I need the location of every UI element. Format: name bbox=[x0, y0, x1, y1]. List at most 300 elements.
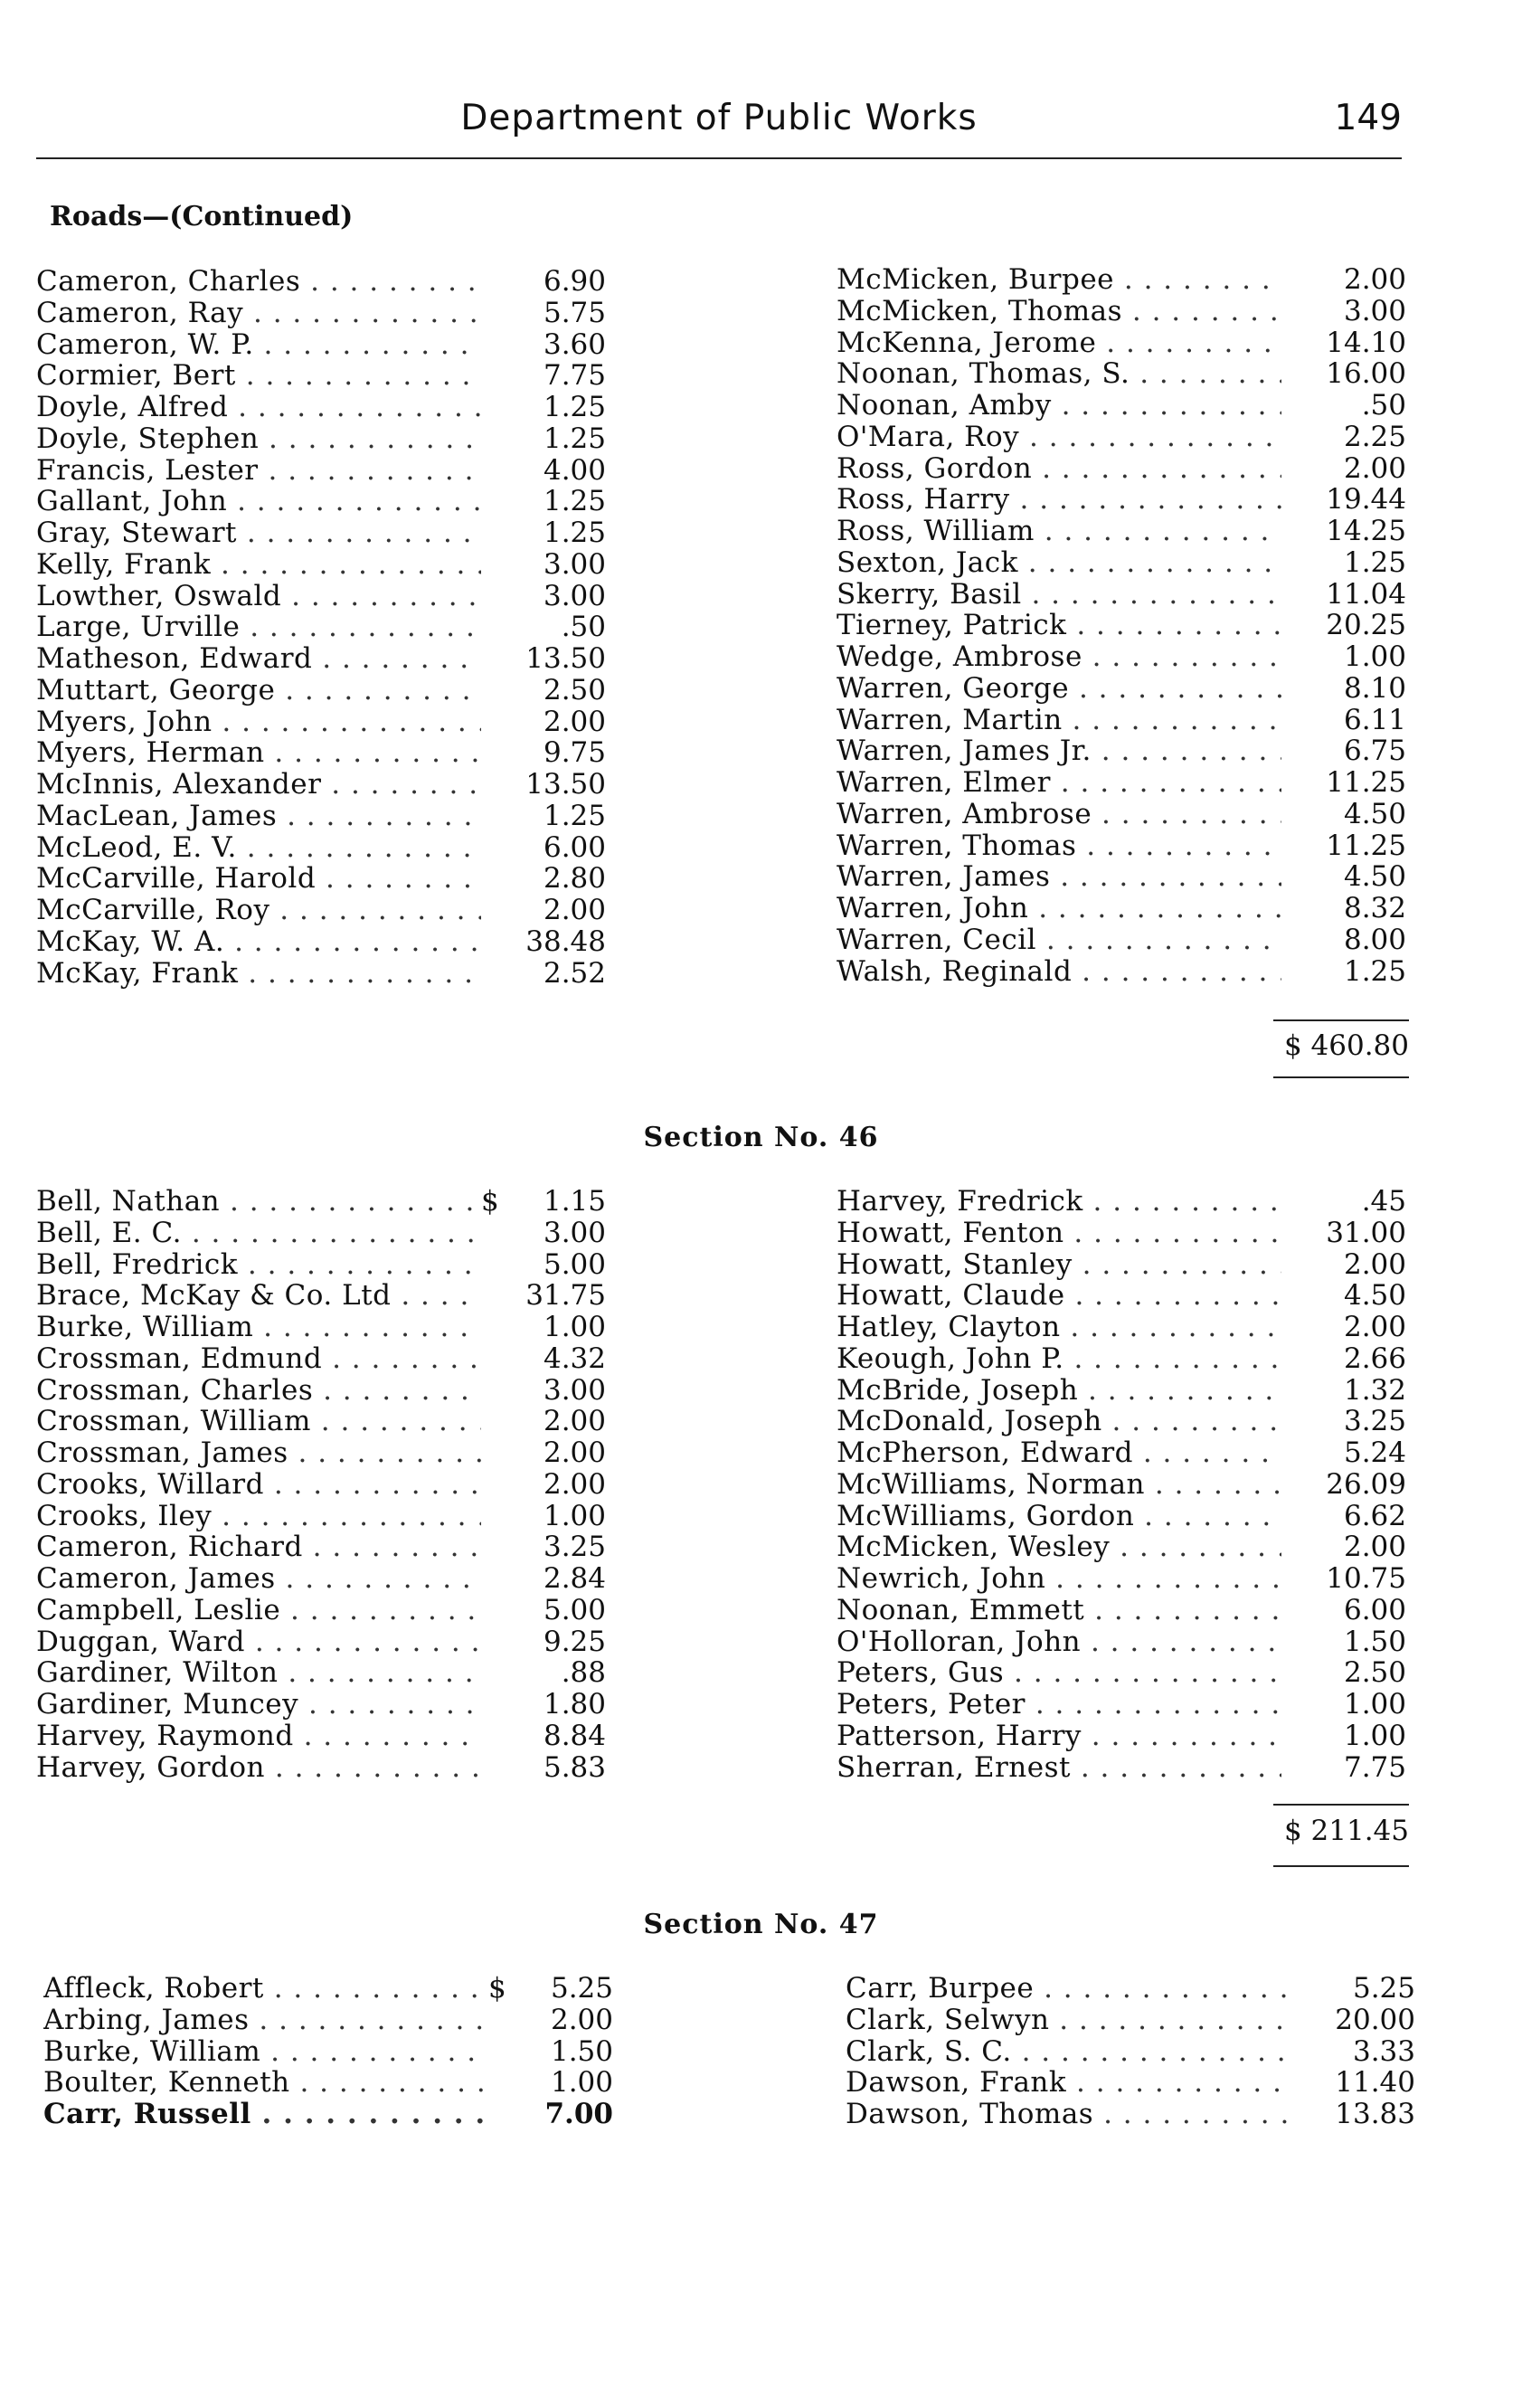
payment-amount: 11.25 bbox=[1326, 766, 1406, 799]
payee-name: McWilliams, Norman . . . bbox=[837, 1469, 1281, 1501]
table-row bbox=[43, 2099, 622, 2130]
payee-name: Francis, Lester . . . bbox=[36, 455, 481, 487]
payee-name: Dawson, Frank . . . bbox=[846, 2067, 1290, 2099]
table-row bbox=[36, 392, 615, 423]
payee-name: Noonan, Emmett . . . bbox=[837, 1595, 1281, 1626]
table-row bbox=[837, 484, 1415, 516]
payment-amount: 4.32 bbox=[543, 1341, 606, 1375]
payee-name: McKenna, Jerome . . . bbox=[837, 327, 1281, 359]
payment-amount: 1.00 bbox=[1343, 1688, 1406, 1721]
payee-name: Crossman, Edmund . . . bbox=[36, 1343, 481, 1375]
payee-name: McCarville, Roy . . . bbox=[36, 895, 481, 926]
table-row bbox=[36, 1437, 615, 1469]
table-row bbox=[36, 863, 615, 895]
table-row bbox=[36, 266, 615, 298]
table-row bbox=[36, 517, 615, 549]
payment-amount: 11.25 bbox=[1326, 829, 1406, 862]
table-row bbox=[837, 1689, 1415, 1721]
table-row bbox=[36, 549, 615, 581]
section-46-right-column bbox=[837, 1186, 1415, 1783]
payment-amount: 19.44 bbox=[1326, 483, 1406, 517]
payment-amount: .50 bbox=[561, 611, 606, 644]
payment-amount: 1.00 bbox=[1343, 1719, 1406, 1752]
payee-name: Gardiner, Muncey . . . bbox=[36, 1689, 481, 1721]
payment-amount: 2.25 bbox=[1343, 420, 1406, 453]
payment-amount: 2.00 bbox=[550, 2003, 613, 2036]
table-row bbox=[36, 423, 615, 455]
payee-name: Keough, John P. . . . bbox=[837, 1343, 1281, 1375]
payee-name: Ross, Harry . . . bbox=[837, 484, 1281, 516]
payee-name: Cameron, W. P. . . . bbox=[36, 329, 481, 361]
payment-amount: 31.75 bbox=[525, 1279, 606, 1313]
payment-amount: 5.24 bbox=[1343, 1436, 1406, 1469]
table-row bbox=[837, 1469, 1415, 1501]
payee-name: Harvey, Raymond . . . bbox=[36, 1721, 481, 1752]
table-row bbox=[837, 390, 1415, 422]
table-row bbox=[837, 1312, 1415, 1343]
page-title: Department of Public Works bbox=[460, 98, 978, 138]
payment-amount: 3.25 bbox=[543, 1531, 606, 1564]
section-46-left-column bbox=[36, 1186, 615, 1783]
payee-name: Howatt, Fenton . . . bbox=[837, 1218, 1281, 1249]
payment-amount: 4.50 bbox=[1343, 797, 1406, 830]
payee-name: Howatt, Stanley . . . bbox=[837, 1249, 1281, 1281]
payee-name: Sexton, Jack . . . bbox=[837, 547, 1281, 579]
payment-amount: 1.00 bbox=[543, 1311, 606, 1343]
payment-amount: 6.75 bbox=[1343, 735, 1406, 768]
table-row bbox=[837, 705, 1415, 736]
table-row bbox=[837, 641, 1415, 673]
payee-name: Gardiner, Wilton . . . bbox=[36, 1657, 481, 1689]
table-row bbox=[837, 1752, 1415, 1784]
table-row bbox=[36, 1406, 615, 1437]
table-row bbox=[36, 958, 615, 990]
table-row bbox=[837, 956, 1415, 988]
payment-amount: .50 bbox=[1361, 389, 1406, 422]
table-row bbox=[837, 516, 1415, 547]
payment-amount: 7.00 bbox=[544, 2098, 613, 2130]
payee-name: Crossman, James . . . bbox=[36, 1437, 481, 1469]
payee-name: Cameron, James . . . bbox=[36, 1563, 481, 1595]
payment-amount: 3.00 bbox=[543, 1373, 606, 1407]
payee-name: Arbing, James . . . bbox=[43, 2005, 488, 2036]
payment-amount: 5.83 bbox=[543, 1750, 606, 1784]
payment-amount: 3.60 bbox=[543, 327, 606, 361]
payment-amount: 2.00 bbox=[543, 705, 606, 738]
table-row bbox=[837, 673, 1415, 705]
table-row bbox=[36, 581, 615, 612]
payment-amount: 1.25 bbox=[543, 391, 606, 423]
payee-name: McMicken, Wesley . . . bbox=[837, 1531, 1281, 1563]
payment-amount: 16.00 bbox=[1326, 357, 1406, 391]
payee-name: Skerry, Basil . . . bbox=[837, 579, 1281, 611]
payment-amount: 3.00 bbox=[543, 579, 606, 612]
payment-amount: 2.84 bbox=[543, 1562, 606, 1595]
table-row bbox=[846, 2005, 1424, 2036]
payee-name: McPherson, Edward . . . bbox=[837, 1437, 1281, 1469]
payee-name: Howatt, Claude . . . bbox=[837, 1280, 1281, 1312]
table-row bbox=[846, 2099, 1424, 2130]
payee-name: Peters, Peter . . . bbox=[837, 1689, 1281, 1721]
payment-amount: 2.00 bbox=[1343, 1531, 1406, 1564]
payment-amount: 1.25 bbox=[1343, 954, 1406, 988]
payment-amount: .45 bbox=[1361, 1185, 1406, 1218]
payee-name: MacLean, James . . . bbox=[36, 801, 481, 832]
section-47-heading: Section No. 47 bbox=[643, 1909, 879, 1940]
payee-name: McDonald, Joseph . . . bbox=[837, 1406, 1281, 1437]
table-row bbox=[36, 706, 615, 738]
dollar-sign: $ bbox=[481, 1186, 505, 1218]
payee-name: Tierney, Patrick . . . bbox=[837, 610, 1281, 641]
table-row bbox=[837, 1626, 1415, 1658]
table-row bbox=[837, 422, 1415, 453]
table-row bbox=[36, 611, 615, 643]
table-row bbox=[36, 895, 615, 926]
section-roads-total: $ 460.80 bbox=[1283, 1029, 1409, 1062]
payee-name: Wedge, Ambrose . . . bbox=[837, 641, 1281, 673]
table-row bbox=[36, 455, 615, 487]
table-row bbox=[36, 1752, 615, 1784]
payee-name: Duggan, Ward . . . bbox=[36, 1626, 481, 1658]
payee-name: Ross, Gordon . . . bbox=[837, 453, 1281, 485]
table-row bbox=[36, 360, 615, 392]
table-row bbox=[837, 1501, 1415, 1532]
table-row bbox=[837, 861, 1415, 893]
payment-amount: 5.00 bbox=[543, 1247, 606, 1281]
table-row bbox=[837, 1721, 1415, 1752]
payee-name: Doyle, Stephen . . . bbox=[36, 423, 481, 455]
table-row bbox=[43, 2067, 622, 2099]
payment-amount: 2.00 bbox=[543, 1436, 606, 1469]
table-row bbox=[36, 1186, 615, 1218]
payee-name: Gallant, John . . . bbox=[36, 486, 481, 517]
payment-amount: 2.00 bbox=[543, 1405, 606, 1438]
section-roads-left-column bbox=[36, 266, 615, 989]
payee-name: Sherran, Ernest . . . bbox=[837, 1752, 1281, 1784]
payee-name: McWilliams, Gordon . . . bbox=[837, 1501, 1281, 1532]
payee-name: Bell, E. C. . . . bbox=[36, 1218, 481, 1249]
payee-name: McCarville, Harold . . . bbox=[36, 863, 481, 895]
payment-amount: 1.15 bbox=[543, 1185, 606, 1218]
payee-name: Warren, Cecil . . . bbox=[837, 924, 1281, 956]
payment-amount: 5.25 bbox=[1352, 1972, 1415, 2005]
table-row bbox=[837, 358, 1415, 390]
payee-name: Warren, Ambrose . . . bbox=[837, 799, 1281, 830]
payment-amount: 6.90 bbox=[543, 265, 606, 298]
payment-amount: 1.00 bbox=[550, 2066, 613, 2100]
table-row bbox=[837, 735, 1415, 767]
table-row bbox=[36, 1469, 615, 1501]
payment-amount: 2.50 bbox=[1343, 1656, 1406, 1690]
payment-amount: 4.50 bbox=[1343, 860, 1406, 894]
table-row bbox=[837, 1218, 1415, 1249]
payment-amount: 2.00 bbox=[1343, 263, 1406, 296]
payment-amount: 13.50 bbox=[525, 642, 606, 675]
payment-amount: .88 bbox=[561, 1656, 606, 1690]
section-roads-right-column bbox=[837, 264, 1415, 987]
payment-amount: 3.25 bbox=[1343, 1405, 1406, 1438]
table-row bbox=[837, 893, 1415, 924]
payment-amount: 4.50 bbox=[1343, 1279, 1406, 1313]
table-row bbox=[43, 2005, 622, 2036]
table-row bbox=[36, 329, 615, 361]
table-row bbox=[837, 296, 1415, 327]
payee-name: Crooks, Iley . . . bbox=[36, 1501, 481, 1532]
payment-amount: 1.50 bbox=[550, 2034, 613, 2068]
table-row bbox=[43, 2036, 622, 2068]
payee-name: McKay, W. A. . . . bbox=[36, 926, 481, 958]
payee-name: Gray, Stewart . . . bbox=[36, 517, 481, 549]
payment-amount: 20.25 bbox=[1326, 609, 1406, 642]
payee-name: Warren, James Jr. . . . bbox=[837, 735, 1281, 767]
table-row bbox=[837, 1595, 1415, 1626]
payment-amount: 3.00 bbox=[1343, 294, 1406, 327]
payee-name: Myers, Herman . . . bbox=[36, 737, 481, 769]
payee-name: Clark, Selwyn . . . bbox=[846, 2005, 1290, 2036]
table-row bbox=[837, 453, 1415, 485]
section-46-total: $ 211.45 bbox=[1283, 1815, 1409, 1847]
payee-name: Crossman, Charles . . . bbox=[36, 1375, 481, 1407]
payee-name: McBride, Joseph . . . bbox=[837, 1375, 1281, 1407]
table-row bbox=[36, 298, 615, 329]
payment-amount: 2.50 bbox=[543, 673, 606, 706]
payee-name: Matheson, Edward . . . bbox=[36, 643, 481, 675]
payee-name: Bell, Nathan . . . bbox=[36, 1186, 481, 1218]
table-row bbox=[36, 1657, 615, 1689]
payee-name: Muttart, George . . . bbox=[36, 675, 481, 706]
payee-name: O'Holloran, John . . . bbox=[837, 1626, 1281, 1658]
payee-name: Bell, Fredrick . . . bbox=[36, 1249, 481, 1281]
table-row bbox=[36, 1626, 615, 1658]
table-row bbox=[36, 801, 615, 832]
payment-amount: 8.32 bbox=[1343, 892, 1406, 924]
table-row bbox=[36, 1501, 615, 1532]
payment-amount: 38.48 bbox=[525, 924, 606, 958]
payment-amount: 5.00 bbox=[543, 1593, 606, 1626]
table-row bbox=[36, 1375, 615, 1407]
payment-amount: 2.52 bbox=[543, 956, 606, 990]
payee-name: Cameron, Charles . . . bbox=[36, 266, 481, 298]
table-row bbox=[837, 547, 1415, 579]
payee-name: McMicken, Burpee . . . bbox=[837, 264, 1281, 296]
payment-amount: 13.83 bbox=[1335, 2098, 1415, 2130]
payment-amount: 2.80 bbox=[543, 862, 606, 896]
payment-amount: 2.00 bbox=[543, 894, 606, 926]
table-row bbox=[36, 1721, 615, 1752]
section-roads-total-rule-bottom bbox=[1273, 1076, 1409, 1078]
payment-amount: 1.00 bbox=[1343, 640, 1406, 673]
section-46-total-rule-bottom bbox=[1273, 1865, 1409, 1867]
table-row bbox=[36, 1563, 615, 1595]
payment-amount: 26.09 bbox=[1326, 1467, 1406, 1501]
payee-name: Walsh, Reginald . . . bbox=[837, 956, 1281, 988]
table-row bbox=[36, 486, 615, 517]
section-47-left-column bbox=[43, 1973, 622, 2130]
payee-name: Doyle, Alfred . . . bbox=[36, 392, 481, 423]
payment-amount: 1.25 bbox=[543, 485, 606, 518]
table-row bbox=[846, 2036, 1424, 2068]
page-header bbox=[36, 90, 1402, 163]
table-row bbox=[837, 1657, 1415, 1689]
table-row bbox=[837, 799, 1415, 830]
payee-name: McInnis, Alexander . . . bbox=[36, 769, 481, 801]
payee-name: Cameron, Richard . . . bbox=[36, 1531, 481, 1563]
table-row bbox=[837, 924, 1415, 956]
payment-amount: 9.25 bbox=[543, 1625, 606, 1658]
payment-amount: 14.10 bbox=[1326, 326, 1406, 359]
payee-name: Burke, William . . . bbox=[36, 1312, 481, 1343]
payment-amount: 3.00 bbox=[543, 1216, 606, 1249]
table-row bbox=[36, 926, 615, 958]
payee-name: Harvey, Fredrick . . . bbox=[837, 1186, 1281, 1218]
payment-amount: 1.25 bbox=[1343, 545, 1406, 579]
payment-amount: 7.75 bbox=[1343, 1750, 1406, 1784]
payee-name: Campbell, Leslie . . . bbox=[36, 1595, 481, 1626]
table-row bbox=[36, 1531, 615, 1563]
payment-amount: 6.00 bbox=[543, 830, 606, 864]
payment-amount: 8.00 bbox=[1343, 923, 1406, 956]
payment-amount: 5.25 bbox=[550, 1972, 613, 2005]
payee-name: Carr, Burpee . . . bbox=[846, 1973, 1290, 2005]
payment-amount: 6.62 bbox=[1343, 1499, 1406, 1532]
table-row bbox=[837, 1280, 1415, 1312]
table-row bbox=[837, 1249, 1415, 1281]
payment-amount: 7.75 bbox=[543, 359, 606, 393]
payment-amount: 11.40 bbox=[1335, 2066, 1415, 2100]
payee-name: Warren, Elmer . . . bbox=[837, 767, 1281, 799]
payment-amount: 2.00 bbox=[1343, 1247, 1406, 1281]
payee-name: Carr, Russell . . . bbox=[43, 2099, 488, 2130]
payee-name: McLeod, E. V. . . . bbox=[36, 832, 481, 864]
payee-name: Warren, George . . . bbox=[837, 673, 1281, 705]
table-row bbox=[837, 767, 1415, 799]
table-row bbox=[846, 1973, 1424, 2005]
payee-name: McKay, Frank . . . bbox=[36, 958, 481, 990]
table-row bbox=[36, 769, 615, 801]
payee-name: Myers, John . . . bbox=[36, 706, 481, 738]
payee-name: Ross, William . . . bbox=[837, 516, 1281, 547]
table-row bbox=[846, 2067, 1424, 2099]
payment-amount: 1.50 bbox=[1343, 1625, 1406, 1658]
payment-amount: 1.80 bbox=[543, 1688, 606, 1721]
payment-amount: 1.25 bbox=[543, 422, 606, 455]
section-roads-total-rule-top bbox=[1273, 1019, 1409, 1021]
table-row bbox=[837, 610, 1415, 641]
payment-amount: 2.66 bbox=[1343, 1341, 1406, 1375]
payment-amount: 2.00 bbox=[543, 1467, 606, 1501]
payee-name: Kelly, Frank . . . bbox=[36, 549, 481, 581]
table-row bbox=[36, 1595, 615, 1626]
payee-name: Warren, James . . . bbox=[837, 861, 1281, 893]
payee-name: Noonan, Amby . . . bbox=[837, 390, 1281, 422]
section-46-heading: Section No. 46 bbox=[643, 1122, 879, 1153]
payment-amount: 13.50 bbox=[525, 768, 606, 801]
page-number: 149 bbox=[1334, 98, 1402, 138]
table-row bbox=[837, 1343, 1415, 1375]
payee-name: Clark, S. C. . . . bbox=[846, 2036, 1290, 2068]
section-47-right-column bbox=[846, 1973, 1424, 2130]
payee-name: Peters, Gus . . . bbox=[837, 1657, 1281, 1689]
table-row bbox=[837, 830, 1415, 862]
payee-name: Cormier, Bert . . . bbox=[36, 360, 481, 392]
payment-amount: 11.04 bbox=[1326, 577, 1406, 611]
table-row bbox=[36, 832, 615, 864]
table-row bbox=[837, 579, 1415, 611]
table-row bbox=[837, 327, 1415, 359]
header-rule bbox=[36, 157, 1402, 159]
payment-amount: 9.75 bbox=[543, 736, 606, 770]
table-row bbox=[837, 1375, 1415, 1407]
table-row bbox=[36, 1280, 615, 1312]
payee-name: Boulter, Kenneth . . . bbox=[43, 2067, 488, 2099]
payee-name: O'Mara, Roy . . . bbox=[837, 422, 1281, 453]
table-row bbox=[837, 1563, 1415, 1595]
payment-amount: 10.75 bbox=[1326, 1562, 1406, 1595]
payee-name: McMicken, Thomas . . . bbox=[837, 296, 1281, 327]
payment-amount: 2.00 bbox=[1343, 451, 1406, 485]
payee-name: Warren, Thomas . . . bbox=[837, 830, 1281, 862]
table-row bbox=[837, 1531, 1415, 1563]
payment-amount: 3.00 bbox=[543, 547, 606, 581]
payee-name: Dawson, Thomas . . . bbox=[846, 2099, 1290, 2130]
payee-name: Brace, McKay & Co. Ltd . . . bbox=[36, 1280, 481, 1312]
payee-name: Noonan, Thomas, S. . . . bbox=[837, 358, 1281, 390]
payee-name: Warren, John . . . bbox=[837, 893, 1281, 924]
payee-name: Patterson, Harry . . . bbox=[837, 1721, 1281, 1752]
table-row bbox=[36, 675, 615, 706]
payment-amount: 20.00 bbox=[1335, 2003, 1415, 2036]
table-row bbox=[837, 1186, 1415, 1218]
payee-name: Hatley, Clayton . . . bbox=[837, 1312, 1281, 1343]
table-row bbox=[43, 1973, 622, 2005]
payee-name: Newrich, John . . . bbox=[837, 1563, 1281, 1595]
table-row bbox=[36, 1249, 615, 1281]
payee-name: Cameron, Ray . . . bbox=[36, 298, 481, 329]
payee-name: Burke, William . . . bbox=[43, 2036, 488, 2068]
payment-amount: 1.25 bbox=[543, 517, 606, 549]
payee-name: Crooks, Willard . . . bbox=[36, 1469, 481, 1501]
payee-name: Lowther, Oswald . . . bbox=[36, 581, 481, 612]
section-46-total-rule-top bbox=[1273, 1804, 1409, 1806]
table-row bbox=[837, 264, 1415, 296]
table-row bbox=[36, 1218, 615, 1249]
payee-name: Large, Urville . . . bbox=[36, 611, 481, 643]
payment-amount: 14.25 bbox=[1326, 515, 1406, 547]
payment-amount: 4.00 bbox=[543, 453, 606, 487]
payment-amount: 3.33 bbox=[1352, 2034, 1415, 2068]
payee-name: Crossman, William . . . bbox=[36, 1406, 481, 1437]
table-row bbox=[36, 1689, 615, 1721]
payment-amount: 31.00 bbox=[1326, 1216, 1406, 1249]
table-row bbox=[36, 1312, 615, 1343]
table-row bbox=[837, 1406, 1415, 1437]
continued-heading: Roads—(Continued) bbox=[50, 201, 354, 232]
payment-amount: 2.00 bbox=[1343, 1311, 1406, 1343]
payment-amount: 1.25 bbox=[543, 799, 606, 832]
dollar-sign: $ bbox=[488, 1973, 512, 2005]
payment-amount: 1.00 bbox=[543, 1499, 606, 1532]
payment-amount: 6.00 bbox=[1343, 1593, 1406, 1626]
table-row bbox=[36, 643, 615, 675]
payee-name: Warren, Martin . . . bbox=[837, 705, 1281, 736]
table-row bbox=[36, 1343, 615, 1375]
payee-name: Harvey, Gordon . . . bbox=[36, 1752, 481, 1784]
payment-amount: 6.11 bbox=[1343, 703, 1406, 736]
payment-amount: 5.75 bbox=[543, 296, 606, 329]
payment-amount: 1.32 bbox=[1343, 1373, 1406, 1407]
payee-name: Affleck, Robert . . . bbox=[43, 1973, 488, 2005]
table-row bbox=[837, 1437, 1415, 1469]
